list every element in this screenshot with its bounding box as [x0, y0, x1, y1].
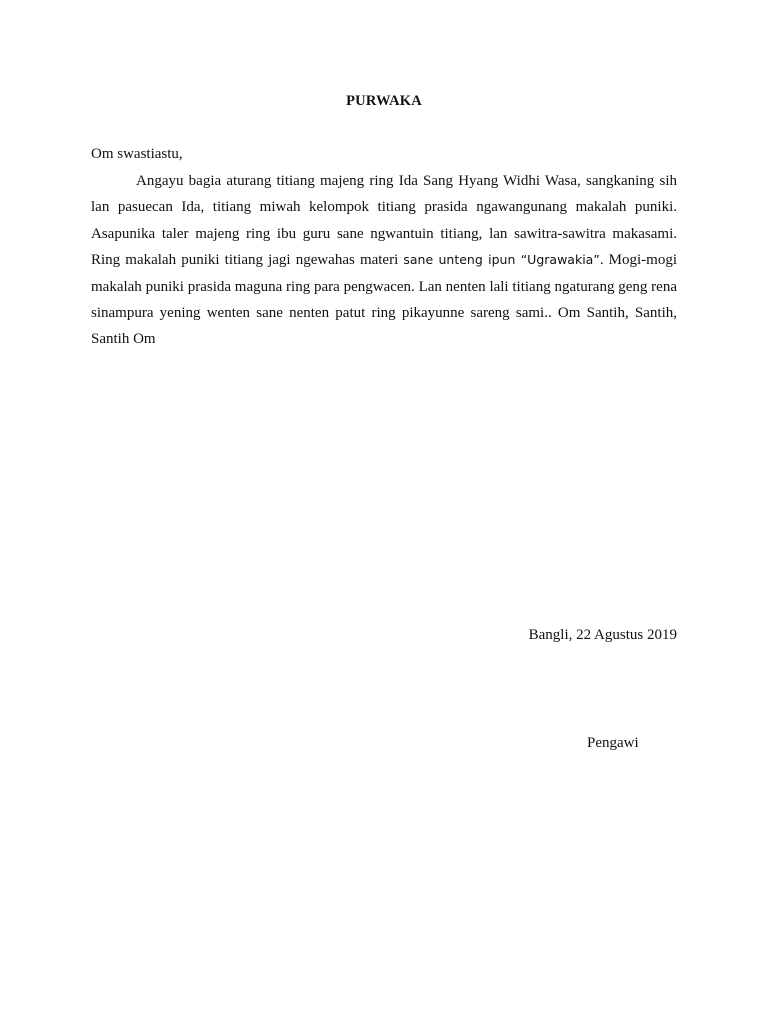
paragraph-text	[91, 168, 677, 353]
body-paragraph	[91, 168, 677, 353]
paragraph-part-1: Angayu bagia aturang titiang majeng ring Ida Sang Hyang Widhi Wasa, sangkaning sih lan pasuecan Ida, titiang miwah kelompok titiang prasida ngawangunang makalah puniki. Asapunika taler majeng ring ibu guru sane ngwantuin titiang, lan sawitra-sawitra makasami. Ring makalah puniki titiang jagi ngewahas materi	[91, 173, 677, 269]
paragraph-part-2: sane unteng ipun “Ugrawakia”	[403, 252, 600, 268]
greeting-line: Om swastiastu,	[91, 146, 183, 162]
paragraph-part-3: . Mogi-mogi makalah puniki prasida maguna ring para pengwacen. Lan nenten lali titiang ngaturang geng rena sinampura yening wenten sane nenten patut ring pikayunne sareng sami.. Om Santih, Santih, Santih Om	[91, 252, 678, 348]
page-title: PURWAKA	[346, 93, 422, 109]
place-date: Bangli, 22 Agustus 2019	[528, 627, 677, 643]
signer-label: Pengawi	[587, 735, 639, 751]
